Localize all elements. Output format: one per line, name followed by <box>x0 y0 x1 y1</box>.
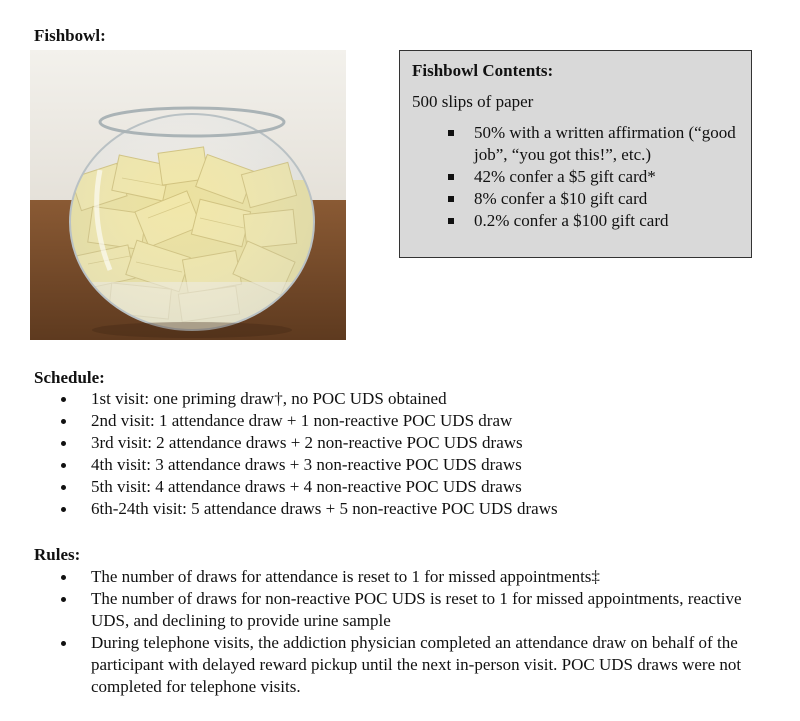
list-item: 8% confer a $10 gift card <box>442 188 739 210</box>
bullet-icon <box>61 641 66 646</box>
list-item: 4th visit: 3 attendance draws + 3 non-reactive POC UDS draws <box>34 454 558 476</box>
square-bullet-icon <box>448 218 454 224</box>
bowl-shadow <box>92 322 292 338</box>
contents-title: Fishbowl Contents: <box>412 61 554 80</box>
bullet-icon <box>61 507 66 512</box>
bullet-icon <box>61 575 66 580</box>
contents-lead: 500 slips of paper <box>412 92 534 111</box>
list-item: 42% confer a $5 gift card* <box>442 166 739 188</box>
list-item: 2nd visit: 1 attendance draw + 1 non-reactive POC UDS draw <box>34 410 558 432</box>
bullet-icon <box>61 419 66 424</box>
schedule-heading: Schedule: <box>34 368 105 387</box>
schedule-list <box>34 388 558 520</box>
fishbowl-photo <box>30 50 346 340</box>
bullet-icon <box>61 597 66 602</box>
bullet-icon <box>61 463 66 468</box>
bullet-icon <box>61 485 66 490</box>
list-item: 5th visit: 4 attendance draws + 4 non-reactive POC UDS draws <box>34 476 558 498</box>
list-item: 50% with a written affirmation (“good job”, “you got this!”, etc.) <box>442 122 739 166</box>
fishbowl-contents-box <box>399 50 752 258</box>
fishbowl-heading: Fishbowl: <box>34 26 106 45</box>
list-item: 6th-24th visit: 5 attendance draws + 5 non-reactive POC UDS draws <box>34 498 558 520</box>
list-item: 0.2% confer a $100 gift card <box>442 210 739 232</box>
bullet-icon <box>61 441 66 446</box>
list-item: 3rd visit: 2 attendance draws + 2 non-reactive POC UDS draws <box>34 432 558 454</box>
list-item: During telephone visits, the addiction physician completed an attendance draw on behalf of the participant with delayed reward pickup until the next in-person visit. POC UDS draws were not completed for telephone visits. <box>34 632 774 698</box>
square-bullet-icon <box>448 174 454 180</box>
list-item: The number of draws for non-reactive POC UDS is reset to 1 for missed appointments, reactive UDS, and declining to provide urine sample <box>34 588 774 632</box>
bullet-icon <box>61 397 66 402</box>
bowl-glass <box>70 114 314 330</box>
list-item: The number of draws for attendance is reset to 1 for missed appointments‡ <box>34 566 774 588</box>
fishbowl-illustration <box>30 50 346 340</box>
square-bullet-icon <box>448 196 454 202</box>
contents-list <box>412 122 739 232</box>
rules-heading: Rules: <box>34 545 81 564</box>
list-item: 1st visit: one priming draw†, no POC UDS obtained <box>34 388 558 410</box>
square-bullet-icon <box>448 130 454 136</box>
rules-list <box>34 566 774 698</box>
